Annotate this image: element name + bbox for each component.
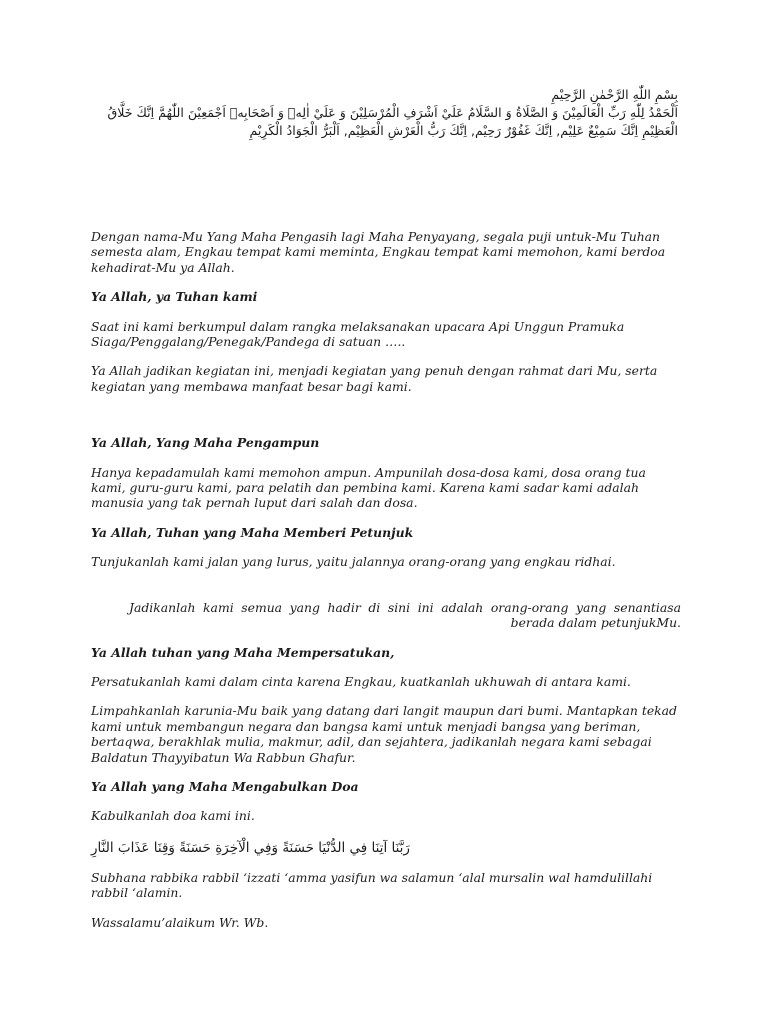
paragraph-petunjuk: Jadikanlah kami semua yang hadir di sini ini adalah orang-orang yang senantiasa berada dalam petunjukMu.	[129, 599, 681, 631]
heading-mengabulkan-doa: Ya Allah yang Maha Mengabulkan Doa	[91, 778, 359, 794]
basmala: بِسْمِ اللّٰهِ الرَّحْمٰنِ الرَّحِيْمِ	[551, 87, 678, 102]
heading-ya-tuhan-kami: Ya Allah, ya Tuhan kami	[91, 289, 258, 305]
arabic-prayer: رَبَّنَا آتِنَا فِي الدُّنْيَا حَسَنَةً وَفِي الْآخِرَةِ حَسَنَةً وَقِنَا عَذَابَ النَّارِ	[91, 839, 410, 856]
paragraph-subhana: Subhana rabbika rabbil ‘izzati ‘amma yasifun wa salamun ‘alal mursalin wal hamdulillahi rabbil ‘alamin.	[91, 869, 653, 901]
closing-salam: Wassalamu’alaikum Wr. Wb.	[91, 914, 269, 930]
paragraph-karunia: Limpahkanlah karunia-Mu baik yang datang dari langit maupun dari bumi. Mantapkan tekad kami untuk membangun negara dan bangsa kami untuk menjadi bangsa yang beriman, bertaqwa, berakhlak mulia, makmur, adil, dan sejahtera, jadikanlah negara kami sebagai Baldatun Thayyibatun Wa Rabbun Ghafur.	[91, 703, 677, 765]
hamdalah: اَلْحَمْدُ لِلّٰهِ رَبِّ الْعَالَمِيْنَ وَ الصَّلَاةُ وَ السَّلَامُ عَلَيْ اَشْرَفِ الْمُرْسَلِيْنَ وَ عَلَيْ اٰلِهٖ وَ اَصْحَابِهٖ اَجْمَعِيْنَ اللّٰهُمَّ اِنَّكَ خَلَّاقُ الْعَظِيْمِ اِنَّكَ سَمِيْعٌ عَلِيْم, اِنَّكَ غَفُوْرٌ رَحِيْم, اِنَّكَ رَبُّ الْعَرْشِ الْعَظِيْم, اَلْبَرُّ الْجَوَادُ الْكَرِيْمِ	[107, 105, 678, 138]
arabic-opening	[80, 86, 678, 140]
paragraph-kegiatan: Ya Allah jadikan kegiatan ini, menjadi kegiatan yang penuh dengan rahmat dari Mu, serta kegiatan yang membawa manfaat besar bagi kami.	[91, 363, 658, 394]
heading-memberi-petunjuk: Ya Allah, Tuhan yang Maha Memberi Petunjuk	[91, 524, 414, 540]
paragraph-jalan-lurus: Tunjukanlah kami jalan yang lurus, yaitu jalannya orang-orang yang engkau ridhai.	[91, 554, 616, 570]
paragraph-persatukan: Persatukanlah kami dalam cinta karena Engkau, kuatkanlah ukhuwah di antara kami.	[91, 673, 631, 689]
paragraph-ampun: Hanya kepadamulah kami memohon ampun. Ampunilah dosa-dosa kami, dosa orang tua kami, guru-guru kami, para pelatih dan pembina kami. Karena kami sadar kami adalah manusia yang tak pernah luput dari salah dan dosa.	[91, 464, 646, 511]
paragraph-berkumpul: Saat ini kami berkumpul dalam rangka melaksanakan upacara Api Unggun Pramuka Siaga/Penggalang/Penegak/Pandega di satuan …..	[91, 318, 625, 350]
heading-maha-pengampun: Ya Allah, Yang Maha Pengampun	[91, 435, 320, 451]
opening-paragraph: Dengan nama-Mu Yang Maha Pengasih lagi Maha Penyayang, segala puji untuk-Mu Tuhan semesta alam, Engkau tempat kami meminta, Engkau tempat kami memohon, kami berdoa kehadirat-Mu ya Allah.	[91, 229, 666, 275]
heading-mempersatukan: Ya Allah tuhan yang Maha Mempersatukan,	[91, 644, 395, 660]
prayer-text	[91, 229, 681, 944]
paragraph-kabulkan: Kabulkanlah doa kami ini.	[91, 808, 255, 824]
